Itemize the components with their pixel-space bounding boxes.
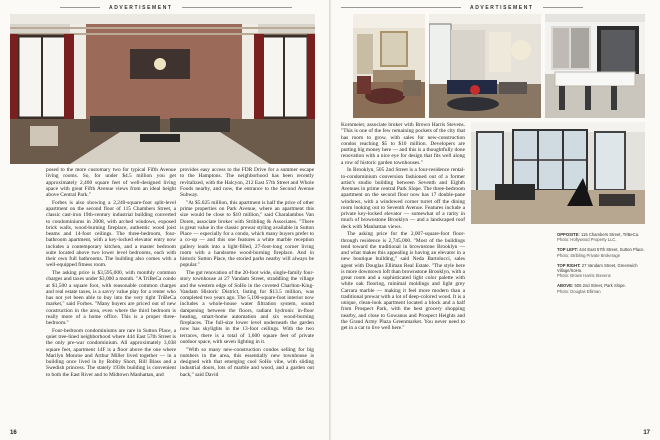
paragraph: The asking price is $3,595,000, with monthly common charges and taxes under $3,000 a month. "A TriBeCa condo at $1,500 a square foot, with reasonable common charges and real estate taxes, is a savvy value play for a renter who has not yet been able to buy into the very tight TriBeCa market," said Forbes. "Many buyers are priced out of new construction in the area, even where the third bedroom is really more of a home office. This is a proper three-bedroom." — [46, 270, 176, 326]
kitchen-photo — [545, 14, 645, 118]
left-page — [0, 0, 329, 440]
page-number-left: 16 — [10, 430, 17, 436]
paragraph: The asking price for the 2,007-square-foot floor-through residence is 2,745,000. "Most of the buildings tend toward the traditional in brownstone Brooklyn — and what makes this appealing is having an elevator in a new boutique building," said Neda Bartolucci, sales agent with Douglas Elliman Real Estate. "The style here is more downtown loft than brownstone Brooklyn, with a great room and a sophisticated light color palette with white oak flooring, minimal moldings and light grey Carrara marble — making it feel more modern than a traditional prewar with a lot of deep-colored wood. It is a unique, clean-look apartment located a block and a half from Prospect Park, with the best grocery shopping nearby, and close to Gowanus and Prospect Heights and the Grand Army Plaza Greenmarket. You never need to get in a car to live well here." — [341, 231, 465, 331]
right-page-column-1 — [341, 122, 465, 427]
paragraph: "With so many new-construction condos selling for big numbers in the area, this essentially new townhouse is designed with that emerging cool SoHo vibe, with sliding industrial doors, lots of marble and wood, and a garden out back," said David — [180, 346, 314, 378]
paragraph: Kornmeier, associate broker with Brown Harris Stevens. "This is one of the few remaining pockets of the city that has room to grow, with sales for new-construction condos reaching $5 to $10 million. Developers are putting big money here — and this is a thoughtfully done renovation with a nice eye for design that fits well along a row of historic garden townhouses." — [341, 122, 465, 166]
loft-living-room-photo — [10, 14, 315, 164]
caption-top-left: TOP LEFT: 444 East 57th Street, Sutton Place. Photo: Stribling Private Brokerage — [557, 247, 645, 258]
paragraph: Forbes is also showing a 2,240-square-foot split-level apartment on the second floor of 115 Chambers Street, a classic cast-iron 19th-century industrial building converted to condominiums in 2008, with arched windows, exposed brick walls, wood-burning fireplace, authentic wood joist beams and 14-foot ceilings. The three-bedroom, four-bathroom apartment, with a key-locked elevator entry now includes a contemporary kitchen, and a master bedroom suite located above two lower level bedrooms, each with their own full bathrooms. The building also comes with a well-equipped fitness room. — [46, 199, 176, 269]
vandam-street-living-room-photo — [429, 14, 541, 118]
caption-above: ABOVE: 505 2nd Street, Park Slope. Photo: Douglas Elliman — [557, 283, 626, 294]
photo-captions — [557, 232, 649, 299]
left-page-column-2 — [180, 167, 314, 429]
paragraph: posed to the more customary two for typical Fifth Avenue living rooms. So, for under $4.5 million you get approximately 2,400 square feet of well-designed living space with great Fifth Avenue views from an ideal height above Central Park." — [46, 167, 176, 198]
advertisement-header-left: ADVERTISEMENT — [60, 5, 292, 11]
right-page — [331, 0, 660, 440]
left-page-column-1 — [46, 167, 176, 429]
park-slope-living-room-photo — [471, 122, 645, 224]
sutton-place-living-room-photo — [353, 14, 425, 118]
caption-top-right: TOP RIGHT: 27 Vandam Street, Greenwich Village/SoHo. Photo: Brown Harris Stevens — [557, 262, 638, 279]
advertisement-header-right: ADVERTISEMENT — [341, 5, 583, 11]
caption-opposite: OPPOSITE: 115 Chambers Street, TriBeCa. Photo: Hollywood Property LLC. — [557, 232, 640, 243]
paragraph: The gut renovation of the 20-foot wide, single-family four-story townhouse at 27 Vandam Street, straddling the village and the western edge of SoHo in the coveted Charlton-King-Vandam Historic District, listing for $13.5 million, was completed two years ago. The 5,100-square-foot interior now includes a whole-house water filtration system, sound dampening between the floors, radiant hydronic in-floor heating, smart-home automation and six wood-burning fireplaces. The full-size lower level underneath the garden now has skylights in the 13-foot ceilings. With the two terraces, there is a total of 1,600 square feet of private outdoor space, with seven lighting in it. — [180, 270, 314, 345]
page-number-right: 17 — [643, 430, 650, 436]
paragraph: "At $5.625 million, this apartment is half the price of other prime properties on Park Avenue, where an apartment this size would be close to $10 million," said Charalambos Van Doren, associate broker with Stribling & Associates. "There is great value in the classic prewar styling available in Sutton Place — especially for a condo, which many buyers prefer to a co-op — and this one features a white marble reception gallery leads into a light-filled, 27-foot-long corner living room with a handsome wood-burning fireplace. And in historic Sutton Place, the storied parks nearby will always be popular." — [180, 199, 314, 269]
paragraph: provides easy access to the FDR Drive for a summer escape to the Hamptons. The neighborhood has been recently revitalized, with the Halcyon, 212 East 57th Street and Whole Foods nearby, and now, the entrance to the Second Avenue Subway. — [180, 167, 314, 198]
paragraph: Four-bedroom condominiums are rare in Sutton Place, a quiet tree-lined neighborhood where 444 East 57th Street is the only pre-war condominium. All approximately 3,038 square feet, apartment 14F is a floor above the one where Marilyn Monroe and Arthur Miller lived together — in a building once lived in by Bobby Short, Bill Blass and a Swedish princess. The stately 1930s building is convenient to both the East River and to Midtown Manhattan, and — [46, 327, 176, 378]
paragraph: In Brooklyn, 505 2nd Street is a four-residence rental-to-condominium conversion fashioned out of a former artist's studio building between Seventh and Eighth Avenues in prime central Park Slope. The three-bedroom apartment on the second floor now has 17 double-pane windows, with a windowed corner turret off the dining room looking out to Seventh Avenue. Features include a private key-locked elevator — somewhat of a rarity in much of brownstone Brooklyn — and a landscaped roof deck with Manhattan views. — [341, 167, 465, 230]
